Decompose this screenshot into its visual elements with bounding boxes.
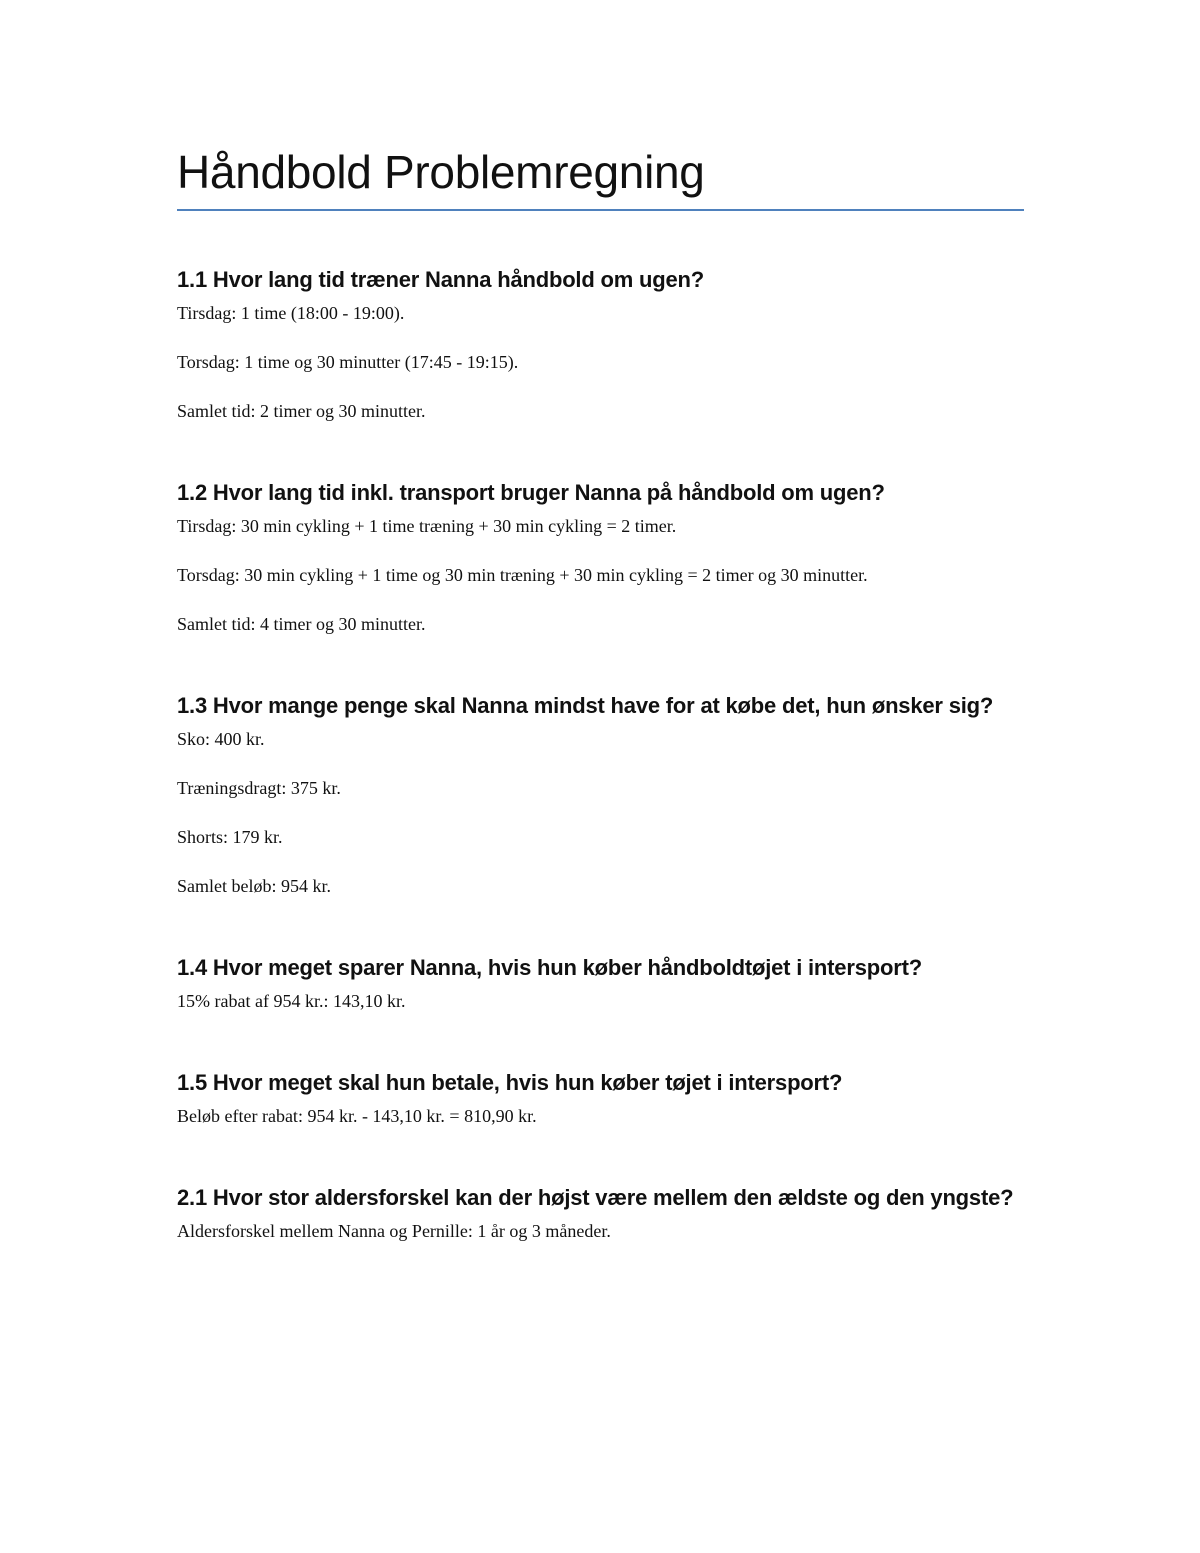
answer-line: Samlet beløb: 954 kr.: [177, 876, 331, 896]
answer-line: Torsdag: 1 time og 30 minutter (17:45 - 19:15).: [177, 352, 519, 372]
answer-line: Tirsdag: 1 time (18:00 - 19:00).: [177, 303, 405, 323]
answer-line: Shorts: 179 kr.: [177, 827, 283, 847]
section-1-5: [177, 1064, 1024, 1130]
answer-line: 15% rabat af 954 kr.: 143,10 kr.: [177, 991, 406, 1011]
answer-line: Sko: 400 kr.: [177, 729, 265, 749]
section-heading: 1.5 Hvor meget skal hun betale, hvis hun køber tøjet i intersport?: [177, 1070, 843, 1095]
answer-line: Samlet tid: 4 timer og 30 minutter.: [177, 614, 426, 634]
section-2-1: [177, 1179, 1024, 1245]
document-title: Håndbold Problemregning: [177, 146, 705, 198]
answer-line: Samlet tid: 2 timer og 30 minutter.: [177, 401, 426, 421]
section-1-3: [177, 687, 1024, 900]
answer-line: Torsdag: 30 min cykling + 1 time og 30 min træning + 30 min cykling = 2 timer og 30 minutter.: [177, 565, 868, 585]
section-1-2: [177, 474, 1024, 638]
section-1-4: [177, 949, 1024, 1015]
section-heading: 2.1 Hvor stor aldersforskel kan der højst være mellem den ældste og den yngste?: [177, 1185, 1014, 1210]
section-1-1: [177, 261, 1024, 425]
section-heading: 1.4 Hvor meget sparer Nanna, hvis hun køber håndboldtøjet i intersport?: [177, 955, 922, 980]
document-content: [177, 140, 1024, 1245]
section-heading: 1.1 Hvor lang tid træner Nanna håndbold om ugen?: [177, 267, 704, 292]
section-heading: 1.3 Hvor mange penge skal Nanna mindst have for at købe det, hun ønsker sig?: [177, 693, 994, 718]
answer-line: Træningsdragt: 375 kr.: [177, 778, 341, 798]
section-heading: 1.2 Hvor lang tid inkl. transport bruger Nanna på håndbold om ugen?: [177, 480, 885, 505]
answer-line: Beløb efter rabat: 954 kr. - 143,10 kr. = 810,90 kr.: [177, 1106, 537, 1126]
title-underline: [177, 209, 1024, 211]
answer-line: Aldersforskel mellem Nanna og Pernille: 1 år og 3 måneder.: [177, 1221, 611, 1241]
answer-line: Tirsdag: 30 min cykling + 1 time træning + 30 min cykling = 2 timer.: [177, 516, 677, 536]
